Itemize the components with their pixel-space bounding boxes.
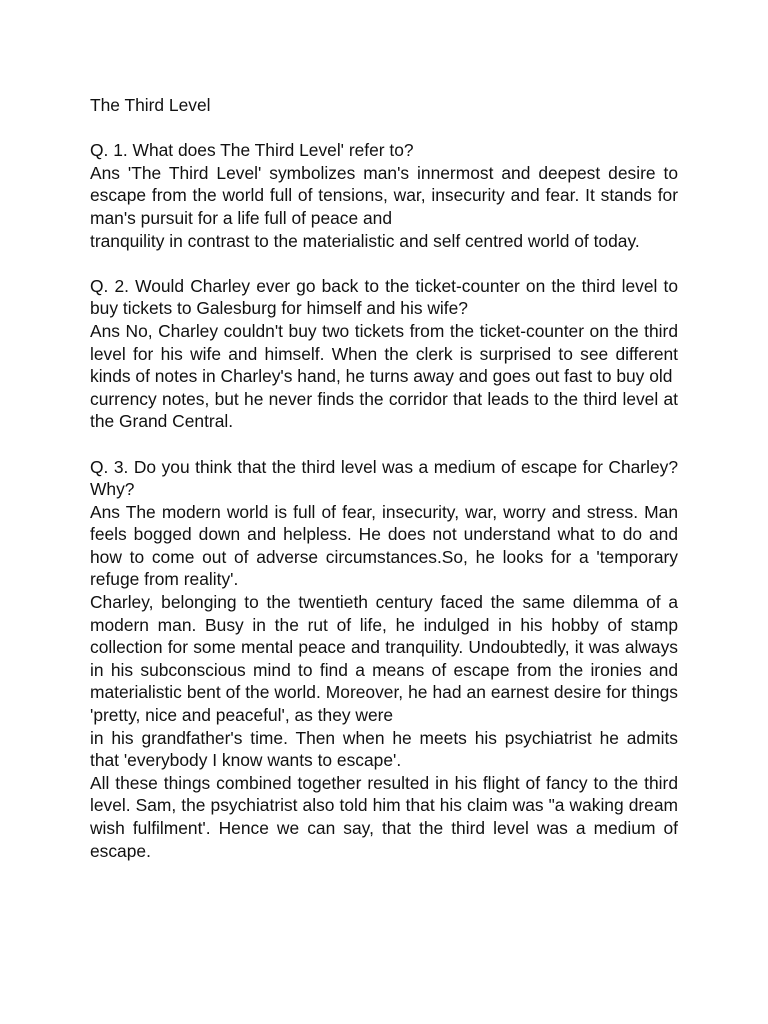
document-title: The Third Level xyxy=(90,95,211,115)
document-page xyxy=(90,94,678,862)
question-1: Q. 1. What does The Third Level' refer to? xyxy=(90,140,414,161)
answer-1-paragraph-1: Ans 'The Third Level' symbolizes man's innermost and deepest desire to escape from the world full of tensions, war, insecurity and fear. It stands for man's pursuit for a life full of peace and tranquility in contrast to the materialistic and self centred world of today. xyxy=(90,162,678,251)
question-section-1 xyxy=(90,139,678,252)
answer-3-paragraph-1: Ans The modern world is full of fear, insecurity, war, worry and stress. Man feels bogged down and helpless. He does not understand what to do and how to come out of adverse circumstances.So, he looks for a 'temporary refuge from reality'. xyxy=(90,501,678,590)
answer-3-paragraph-2: Charley, belonging to the twentieth century faced the same dilemma of a modern man. Busy in the rut of life, he indulged in his hobby of stamp collection for some mental peace and tranquility. Undoubtedly, it was always in his subconscious mind to find a means of escape from the ironies and materialistic bent of the world. Moreover, he had an earnest desire for things 'pretty, nice and peaceful', as they were in his grandfather's time. Then when he meets his psychiatrist he admits that 'everybody I know wants to escape'. xyxy=(90,592,678,771)
answer-2-paragraph-1: Ans No, Charley couldn't buy two tickets from the ticket-counter on the third level for his wife and himself. When the clerk is surprised to see different kinds of notes in Charley's hand, he turns away and goes out fast to buy old currency notes, but he never finds the corridor that leads to the third level at the Grand Central. xyxy=(90,320,678,432)
question-2: Q. 2. Would Charley ever go back to the ticket-counter on the third level to buy tickets to Galesburg for himself and his wife? xyxy=(90,275,678,319)
question-3: Q. 3. Do you think that the third level was a medium of escape for Charley? Why? xyxy=(90,456,678,500)
answer-3-paragraph-3: All these things combined together resulted in his flight of fancy to the third level. Sam, the psychiatrist also told him that his claim was "a waking dream wish fulfilment'. Hence we can say, that the third level was a medium of escape. xyxy=(90,772,678,861)
question-section-2 xyxy=(90,275,678,433)
question-section-3 xyxy=(90,456,678,863)
